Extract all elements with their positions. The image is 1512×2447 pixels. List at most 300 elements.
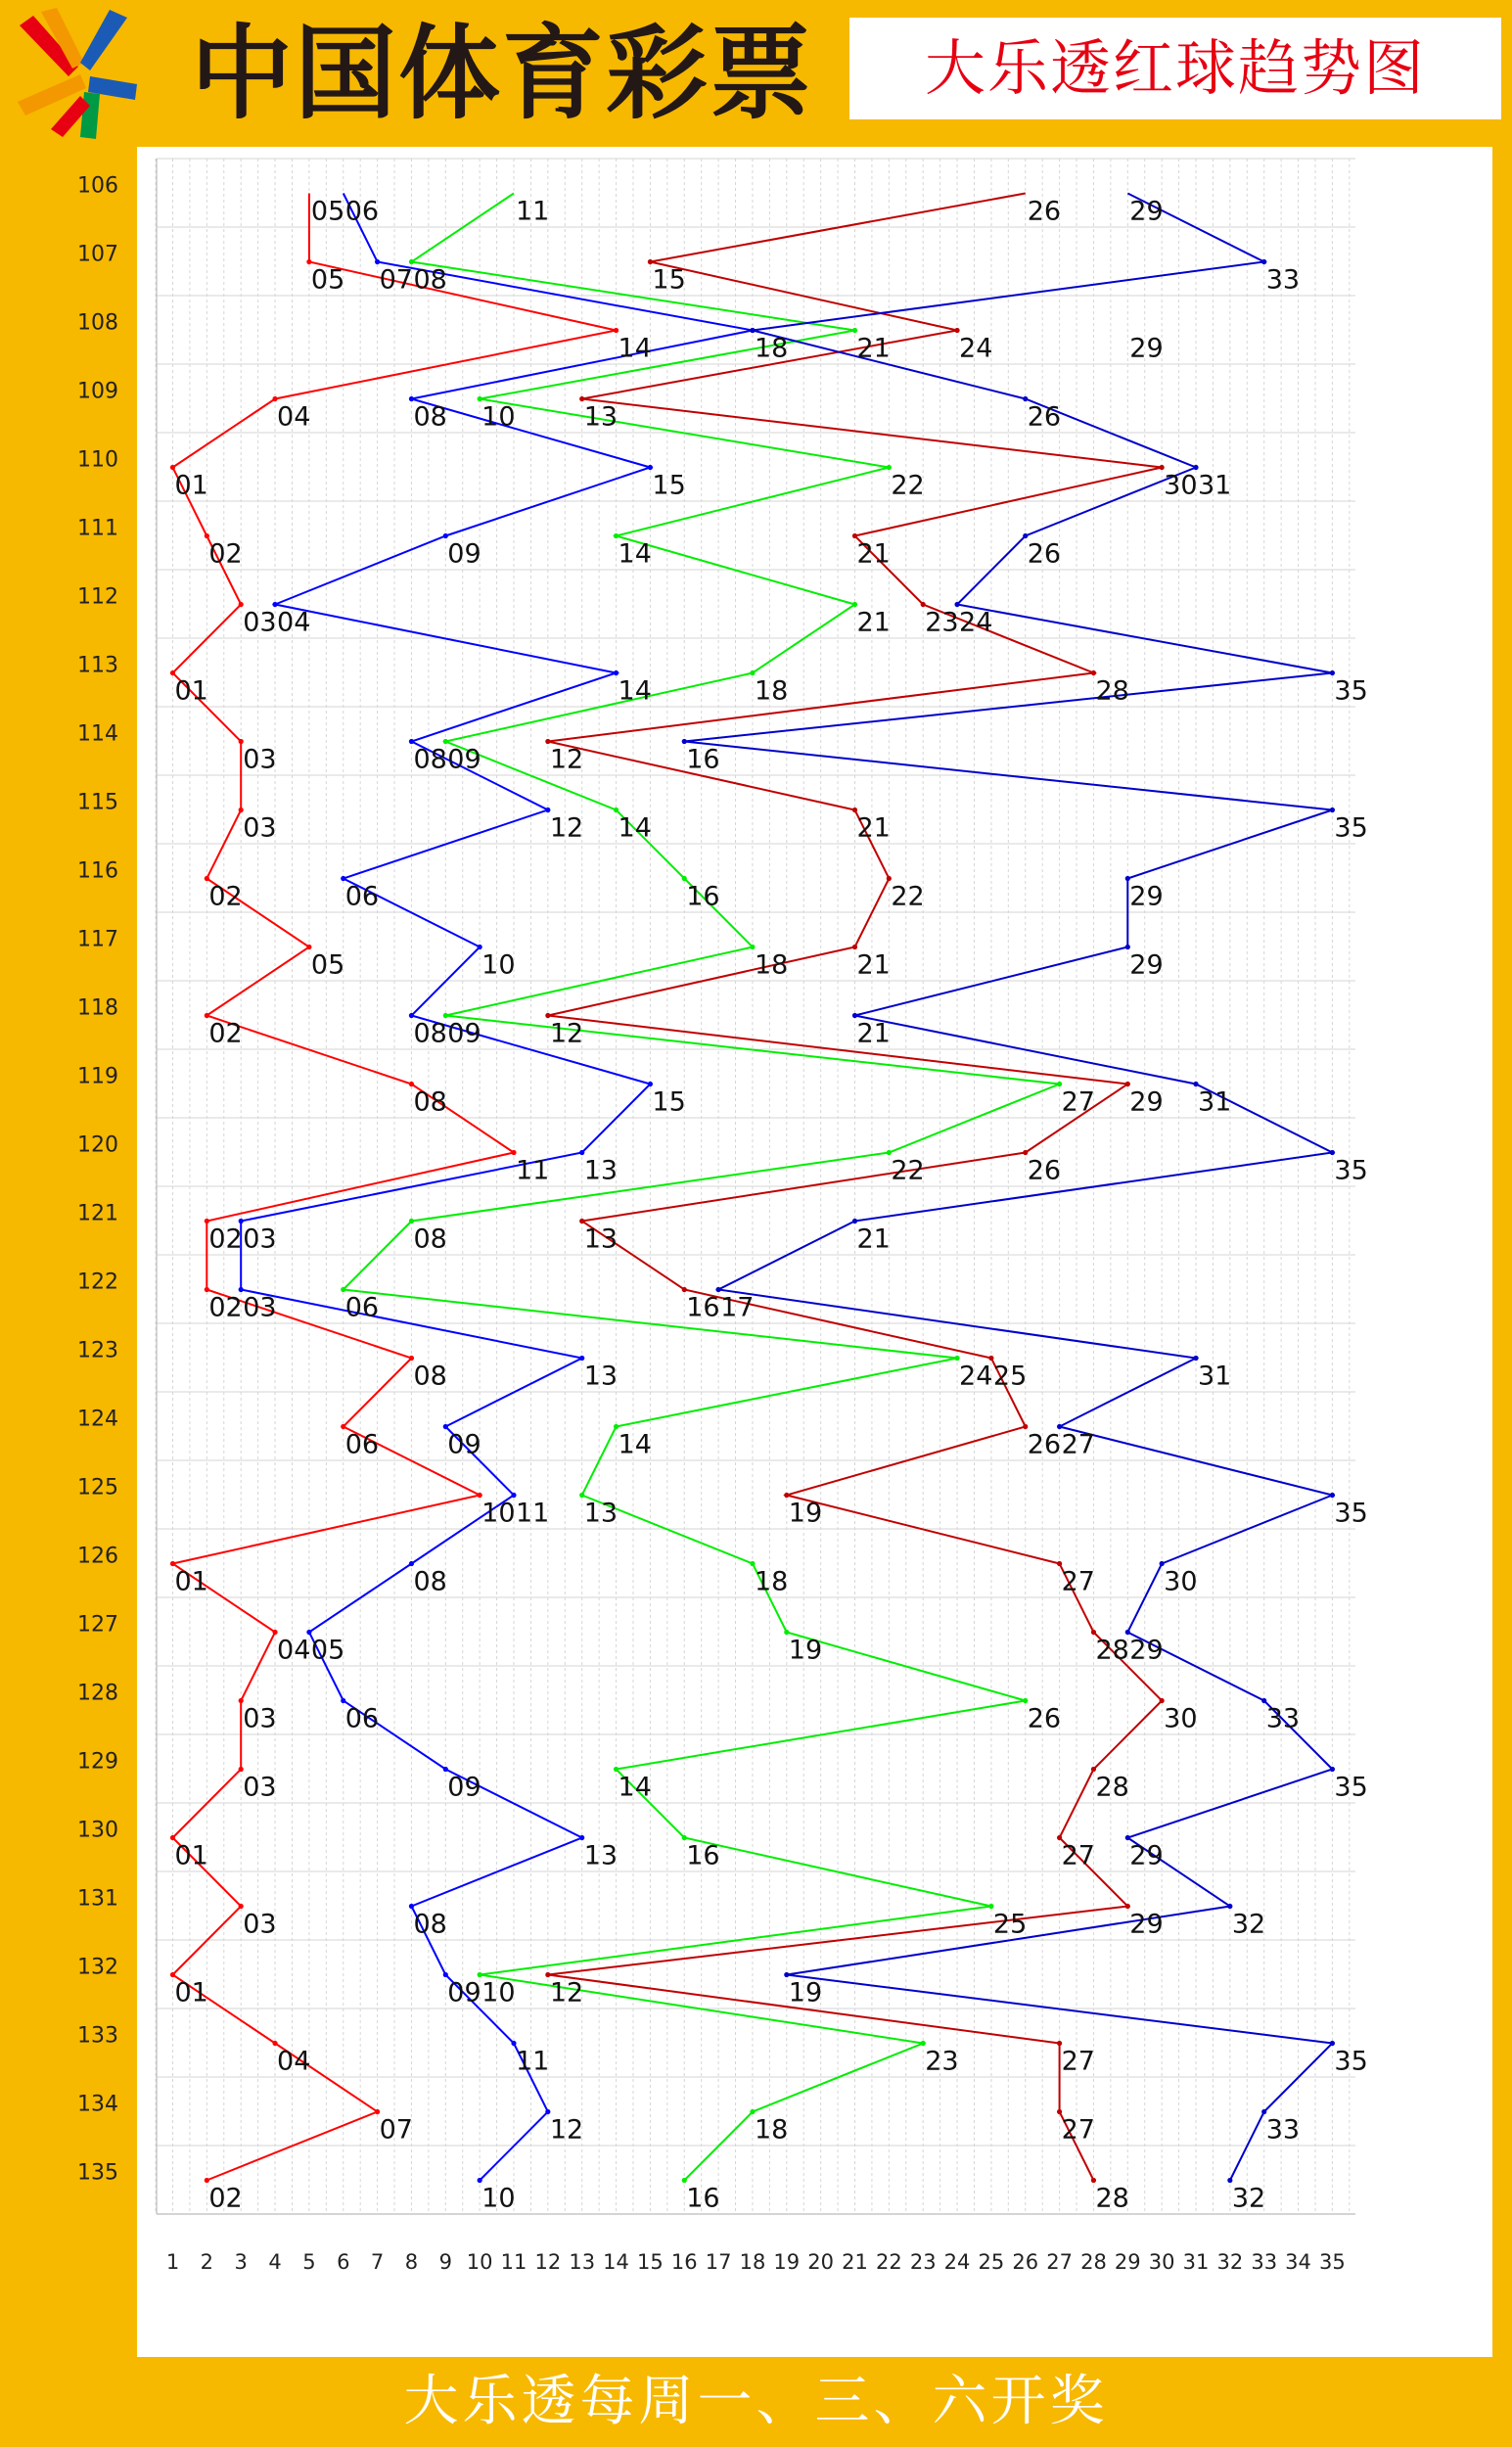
data-point: [579, 1150, 584, 1155]
number-label: 05: [310, 196, 345, 227]
data-point: [579, 1493, 584, 1498]
number-label: 08: [413, 1909, 447, 1940]
data-point: [1091, 1630, 1096, 1635]
number-label: 18: [754, 949, 789, 981]
number-label: 27: [1061, 1086, 1095, 1118]
data-point: [1023, 533, 1028, 538]
x-tick-label: 31: [1182, 2250, 1210, 2274]
data-point: [887, 1150, 892, 1155]
number-label: 22: [891, 881, 925, 912]
number-label: 18: [754, 2114, 789, 2146]
number-label: 04: [277, 1635, 311, 1666]
data-point: [341, 1698, 345, 1703]
data-point: [1057, 1561, 1062, 1566]
data-point: [170, 465, 175, 470]
number-label: 14: [618, 538, 652, 570]
data-point: [716, 1287, 721, 1292]
number-label: 14: [618, 675, 652, 707]
x-tick-label: 7: [370, 2250, 385, 2274]
number-label: 29: [1129, 1635, 1164, 1666]
number-label: 02: [208, 538, 243, 570]
x-tick-label: 18: [739, 2250, 766, 2274]
number-label: 16: [686, 2183, 720, 2214]
draw-schedule-text: 大乐透每周一、三、六开奖: [403, 2370, 1109, 2433]
data-point: [511, 2041, 516, 2046]
issue-label: 113: [77, 653, 118, 678]
data-point: [239, 1698, 244, 1703]
number-label: 17: [720, 1292, 755, 1323]
data-point: [443, 533, 448, 538]
data-point: [239, 739, 244, 744]
number-label: 15: [652, 1086, 686, 1118]
number-label: 02: [208, 2183, 243, 2214]
x-tick-label: 22: [875, 2250, 902, 2274]
data-point: [1330, 1767, 1335, 1772]
number-label: 03: [243, 744, 277, 775]
issue-label: 120: [77, 1132, 118, 1158]
data-point: [852, 328, 857, 333]
data-point: [1125, 945, 1130, 949]
number-label: 27: [1061, 1840, 1095, 1871]
number-label: 02: [208, 1224, 243, 1255]
number-label: 16: [686, 744, 720, 775]
data-point: [1227, 2178, 1232, 2183]
data-point: [375, 259, 380, 264]
data-point: [1193, 1082, 1198, 1086]
data-point: [511, 1150, 516, 1155]
issue-label: 118: [77, 995, 118, 1021]
number-label: 14: [618, 333, 652, 364]
data-point: [921, 602, 926, 607]
data-point: [852, 602, 857, 607]
number-label: 26: [1027, 1703, 1062, 1734]
number-label: 12: [549, 812, 584, 844]
x-tick-label: 11: [500, 2250, 527, 2274]
brand-name: 中国体育彩票: [191, 14, 814, 133]
number-label: 02: [208, 881, 243, 912]
number-label: 01: [174, 675, 208, 707]
number-label: 23: [925, 2046, 959, 2077]
data-point: [170, 1835, 175, 1840]
number-label: 22: [891, 1155, 925, 1186]
footer-bar: [0, 2357, 1512, 2447]
x-tick-label: 6: [337, 2250, 350, 2274]
data-point: [648, 1082, 653, 1086]
data-point: [579, 1219, 584, 1224]
number-label: 28: [1095, 2183, 1129, 2214]
number-label: 29: [1129, 1086, 1164, 1118]
data-point: [852, 945, 857, 949]
data-point: [1125, 1630, 1130, 1635]
data-point: [478, 2178, 482, 2183]
data-point: [272, 396, 277, 401]
data-point: [409, 1904, 414, 1909]
data-point: [375, 2109, 380, 2114]
number-label: 08: [413, 401, 447, 433]
issue-label: 110: [77, 447, 118, 473]
number-label: 10: [481, 1498, 516, 1529]
number-label: 09: [447, 1429, 481, 1460]
data-point: [443, 1972, 448, 1977]
number-label: 30: [1164, 470, 1198, 501]
data-point: [545, 739, 550, 744]
data-point: [239, 602, 244, 607]
data-point: [1057, 2109, 1062, 2114]
data-point: [1160, 465, 1165, 470]
number-label: 15: [652, 264, 686, 296]
x-tick-label: 12: [534, 2250, 562, 2274]
number-label: 35: [1334, 675, 1368, 707]
chart-title: 大乐透红球趋势图: [849, 18, 1501, 119]
number-label: 19: [788, 1635, 823, 1666]
number-label: 33: [1265, 1703, 1301, 1734]
x-tick-labels: [166, 2250, 1346, 2274]
x-tick-label: 10: [466, 2250, 493, 2274]
x-tick-label: 16: [670, 2250, 698, 2274]
data-point: [1330, 670, 1335, 675]
number-label: 11: [516, 2046, 550, 2077]
data-point: [239, 1767, 244, 1772]
number-label: 12: [549, 1018, 584, 1049]
number-label: 13: [583, 1361, 619, 1392]
number-label: 15: [652, 470, 686, 501]
number-label: 29: [1129, 1840, 1164, 1871]
number-label: 35: [1334, 1155, 1368, 1186]
data-point: [682, 739, 687, 744]
issue-label: 112: [77, 584, 118, 610]
number-label: 26: [1027, 196, 1062, 227]
x-tick-label: 29: [1114, 2250, 1141, 2274]
data-point: [1057, 1082, 1062, 1086]
data-point: [1330, 2041, 1335, 2046]
number-label: 33: [1265, 2114, 1301, 2146]
x-tick-label: 21: [842, 2250, 868, 2274]
number-label: 04: [277, 2046, 311, 2077]
number-label: 06: [344, 196, 380, 227]
number-label: 03: [243, 607, 277, 638]
data-point: [1160, 1698, 1165, 1703]
data-point: [1125, 1835, 1130, 1840]
number-label: 29: [1129, 333, 1164, 364]
number-label: 09: [447, 1977, 481, 2008]
data-point: [750, 2109, 755, 2114]
data-point: [1261, 1698, 1266, 1703]
data-point: [1330, 808, 1335, 812]
number-label: 03: [243, 1703, 277, 1734]
number-label: 10: [481, 401, 516, 433]
issue-label: 115: [77, 790, 118, 815]
data-point: [614, 1424, 619, 1429]
number-label: 12: [549, 744, 584, 775]
issue-label: 114: [77, 721, 118, 747]
data-point: [205, 876, 209, 881]
number-label: 04: [277, 401, 311, 433]
issue-label: 122: [77, 1270, 118, 1295]
data-point: [852, 533, 857, 538]
number-label: 18: [754, 675, 789, 707]
data-point: [648, 259, 653, 264]
x-tick-label: 30: [1148, 2250, 1175, 2274]
number-label: 03: [243, 1224, 277, 1255]
issue-label: 128: [77, 1681, 118, 1706]
data-point: [306, 1630, 311, 1635]
data-point: [545, 1013, 550, 1018]
data-point: [1193, 1356, 1198, 1361]
x-tick-label: 2: [200, 2250, 214, 2274]
number-label: 16: [686, 1840, 720, 1871]
data-point: [409, 259, 414, 264]
data-point: [852, 1013, 857, 1018]
data-point: [205, 1287, 209, 1292]
data-point: [409, 1219, 414, 1224]
number-label: 30: [1164, 1566, 1198, 1597]
data-point: [478, 1972, 482, 1977]
number-label: 05: [310, 264, 345, 296]
number-label: 12: [549, 2114, 584, 2146]
number-label: 13: [583, 1498, 619, 1529]
number-label: 26: [1027, 538, 1062, 570]
number-label: 21: [856, 538, 891, 570]
data-point: [341, 1424, 345, 1429]
data-point: [1125, 1904, 1130, 1909]
number-label: 31: [1198, 1361, 1232, 1392]
number-label: 35: [1334, 2046, 1368, 2077]
data-point: [921, 2041, 926, 2046]
data-point: [682, 1287, 687, 1292]
number-label: 30: [1164, 1703, 1198, 1734]
number-label: 09: [447, 1772, 481, 1803]
data-point: [409, 739, 414, 744]
number-label: 13: [583, 1840, 619, 1871]
x-tick-label: 33: [1251, 2250, 1278, 2274]
number-label: 27: [1061, 1429, 1095, 1460]
number-label: 10: [481, 949, 516, 981]
data-point: [170, 1972, 175, 1977]
number-label: 03: [243, 812, 277, 844]
data-point: [272, 2041, 277, 2046]
issue-label: 133: [77, 2023, 118, 2049]
data-point: [341, 1287, 345, 1292]
number-label: 07: [379, 2114, 413, 2146]
number-label: 13: [583, 1224, 619, 1255]
issue-label: 131: [77, 1886, 118, 1912]
data-point: [1057, 1835, 1062, 1840]
number-label: 03: [243, 1772, 277, 1803]
number-label: 21: [856, 607, 891, 638]
number-label: 13: [583, 401, 619, 433]
number-label: 09: [447, 744, 481, 775]
data-point: [409, 1013, 414, 1018]
data-point: [954, 328, 959, 333]
data-point: [443, 1013, 448, 1018]
data-point: [750, 670, 755, 675]
x-tick-label: 23: [909, 2250, 937, 2274]
x-tick-label: 35: [1319, 2250, 1346, 2274]
data-point: [478, 396, 482, 401]
data-point: [170, 670, 175, 675]
data-point: [1023, 1424, 1028, 1429]
data-point: [443, 739, 448, 744]
number-label: 04: [277, 607, 311, 638]
number-label: 06: [344, 1703, 380, 1734]
data-point: [887, 876, 892, 881]
number-label: 35: [1334, 1772, 1368, 1803]
data-point: [409, 1561, 414, 1566]
issue-label: 109: [77, 379, 118, 404]
number-label: 10: [481, 1977, 516, 2008]
data-point: [988, 1904, 993, 1909]
number-label: 08: [413, 1566, 447, 1597]
data-point: [954, 1356, 959, 1361]
number-label: 01: [174, 1977, 208, 2008]
data-point: [1091, 670, 1096, 675]
issue-label: 111: [77, 516, 118, 541]
issue-label: 121: [77, 1201, 118, 1226]
data-point: [409, 1082, 414, 1086]
x-tick-label: 15: [637, 2250, 664, 2274]
data-point: [750, 328, 755, 333]
issue-label: 126: [77, 1544, 118, 1569]
number-label: 29: [1129, 1909, 1164, 1940]
number-label: 10: [481, 2183, 516, 2214]
number-label: 26: [1027, 1429, 1062, 1460]
issue-label: 135: [77, 2160, 118, 2186]
number-label: 21: [856, 333, 891, 364]
data-point: [443, 1424, 448, 1429]
number-label: 03: [243, 1909, 277, 1940]
number-label: 08: [413, 1018, 447, 1049]
number-label: 29: [1129, 949, 1164, 981]
data-point: [1261, 2109, 1266, 2114]
data-point: [205, 533, 209, 538]
issue-label: 108: [77, 310, 118, 336]
data-point: [750, 945, 755, 949]
data-point: [1125, 876, 1130, 881]
number-label: 24: [959, 1361, 993, 1392]
number-label: 22: [891, 470, 925, 501]
x-tick-label: 13: [569, 2250, 596, 2274]
issue-label: 134: [77, 2092, 118, 2117]
number-label: 32: [1231, 2183, 1266, 2214]
issue-label: 130: [77, 1818, 118, 1843]
number-label: 02: [208, 1292, 243, 1323]
number-label: 18: [754, 1566, 789, 1597]
x-tick-label: 17: [705, 2250, 732, 2274]
x-tick-label: 26: [1012, 2250, 1039, 2274]
issue-label: 129: [77, 1749, 118, 1775]
number-label: 16: [686, 1292, 720, 1323]
issue-label: 123: [77, 1338, 118, 1363]
data-point: [1023, 396, 1028, 401]
x-tick-label: 3: [234, 2250, 248, 2274]
number-label: 27: [1061, 1566, 1095, 1597]
number-label: 12: [549, 1977, 584, 2008]
data-point: [1261, 259, 1266, 264]
issue-label: 132: [77, 1955, 118, 1980]
number-label: 19: [788, 1498, 823, 1529]
number-label: 24: [959, 333, 993, 364]
data-point: [614, 533, 619, 538]
data-point: [239, 1904, 244, 1909]
data-point: [239, 1287, 244, 1292]
number-label: 14: [618, 812, 652, 844]
x-tick-label: 1: [165, 2250, 180, 2274]
x-tick-label: 9: [438, 2250, 452, 2274]
data-point: [887, 465, 892, 470]
number-label: 08: [413, 264, 447, 296]
number-label: 21: [856, 812, 891, 844]
data-point: [545, 808, 550, 812]
data-point: [1330, 1493, 1335, 1498]
number-label: 33: [1265, 264, 1301, 296]
issue-labels: [77, 174, 118, 2186]
number-label: 29: [1129, 196, 1164, 227]
data-point: [272, 602, 277, 607]
number-label: 27: [1061, 2114, 1095, 2146]
data-point: [443, 1767, 448, 1772]
data-point: [205, 1013, 209, 1018]
number-label: 06: [344, 1429, 380, 1460]
data-point: [1023, 1698, 1028, 1703]
number-label: 03: [243, 1292, 277, 1323]
number-label: 11: [516, 1498, 550, 1529]
number-label: 08: [413, 744, 447, 775]
data-point: [614, 328, 619, 333]
data-point: [852, 1219, 857, 1224]
data-point: [545, 1972, 550, 1977]
issue-label: 116: [77, 858, 118, 884]
issue-label: 125: [77, 1475, 118, 1501]
data-point: [784, 1493, 789, 1498]
data-point: [784, 1972, 789, 1977]
number-label: 01: [174, 1840, 208, 1871]
number-label: 31: [1198, 1086, 1232, 1118]
data-point: [682, 2178, 687, 2183]
number-label: 11: [516, 196, 550, 227]
data-point: [784, 1630, 789, 1635]
data-point: [614, 670, 619, 675]
issue-label: 107: [77, 242, 118, 267]
number-label: 09: [447, 538, 481, 570]
number-label: 24: [959, 607, 993, 638]
number-label: 08: [413, 1224, 447, 1255]
data-point: [1193, 465, 1198, 470]
number-label: 16: [686, 881, 720, 912]
data-point: [1057, 1424, 1062, 1429]
data-point: [306, 945, 311, 949]
data-point: [205, 2178, 209, 2183]
number-label: 18: [754, 333, 789, 364]
data-point: [1057, 2041, 1062, 2046]
data-point: [272, 1630, 277, 1635]
x-tick-label: 14: [603, 2250, 629, 2274]
number-label: 06: [344, 1292, 380, 1323]
data-point: [478, 945, 482, 949]
number-label: 05: [310, 949, 345, 981]
x-tick-label: 34: [1285, 2250, 1311, 2274]
number-label: 29: [1129, 881, 1164, 912]
data-point: [409, 396, 414, 401]
number-label: 28: [1095, 1635, 1129, 1666]
x-tick-label: 4: [268, 2250, 282, 2274]
data-point: [1125, 1082, 1130, 1086]
data-point: [239, 1219, 244, 1224]
number-label: 27: [1061, 2046, 1095, 2077]
number-label: 08: [413, 1361, 447, 1392]
number-label: 23: [925, 607, 959, 638]
x-tick-label: 28: [1080, 2250, 1107, 2274]
number-label: 07: [379, 264, 413, 296]
